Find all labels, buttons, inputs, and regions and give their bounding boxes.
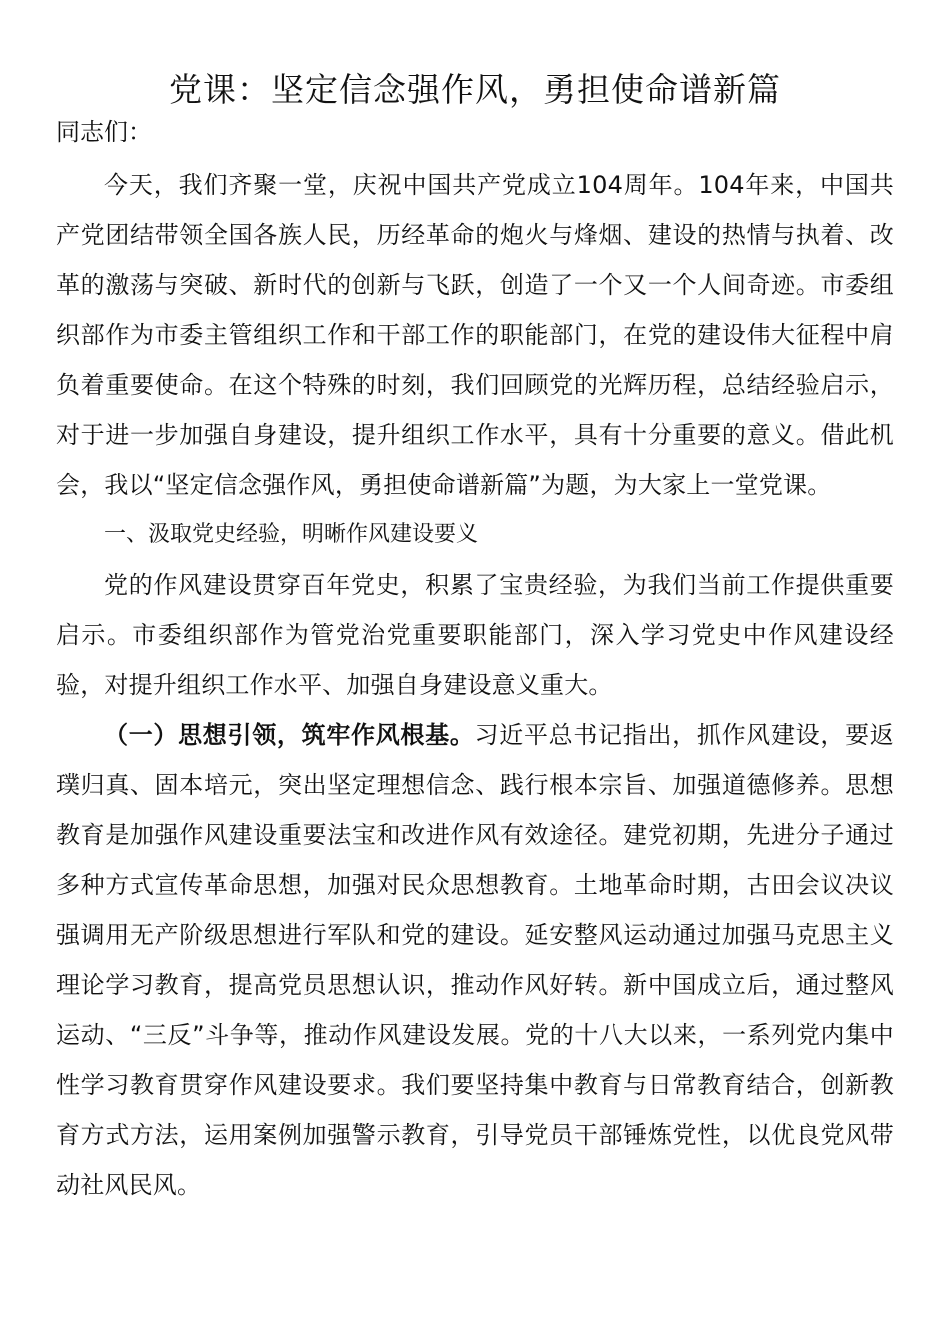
subsection-lead: （一）思想引领，筑牢作风根基。 [104,721,475,749]
section-heading: 一、汲取党史经验，明晰作风建设要义 [104,522,479,547]
salutation: 同志们： [56,118,152,146]
subsection-paragraph [56,710,894,1210]
subsection-body: 习近平总书记指出，抓作风建设，要返璞归真、固本培元，突出坚定理想信念、践行根本宗旨、加强道德修养。思想教育是加强作风建设重要法宝和改进作风有效途径。建党初期，先进分子通过多种方式宣传革命思想，加强对民众思想教育。土地革命时期，古田会议决议强调用无产阶级思想进行军队和党的建设。延安整风运动通过加强马克思主义理论学习教育，提高党员思想认识，推动作风好转。新中国成立后，通过整风运动、“三反”斗争等，推动作风建设发展。党的十八大以来，一系列党内集中性学习教育贯穿作风建设要求。我们要坚持集中教育与日常教育结合，创新教育方式方法，运用案例加强警示教育，引导党员干部锤炼党性，以优良党风带动社风民风。 [56,721,894,1199]
section-intro-paragraph: 党的作风建设贯穿百年党史，积累了宝贵经验，为我们当前工作提供重要启示。市委组织部作为管党治党重要职能部门，深入学习党史中作风建设经验，对提升组织工作水平、加强自身建设意义重大。 [56,571,894,699]
intro-paragraph: 今天，我们齐聚一堂，庆祝中国共产党成立104周年。104年来，中国共产党团结带领全国各族人民，历经革命的炮火与烽烟、建设的热情与执着、改革的激荡与突破、新时代的创新与飞跃，创造了一个又一个人间奇迹。市委组织部作为市委主管组织工作和干部工作的职能部门，在党的建设伟大征程中肩负着重要使命。在这个特殊的时刻，我们回顾党的光辉历程，总结经验启示，对于进一步加强自身建设，提升组织工作水平，具有十分重要的意义。借此机会，我以“坚定信念强作风，勇担使命谱新篇”为题，为大家上一堂党课。 [56,171,894,499]
document-page [56,62,894,1210]
document-title: 党课：坚定信念强作风，勇担使命谱新篇 [169,70,781,109]
